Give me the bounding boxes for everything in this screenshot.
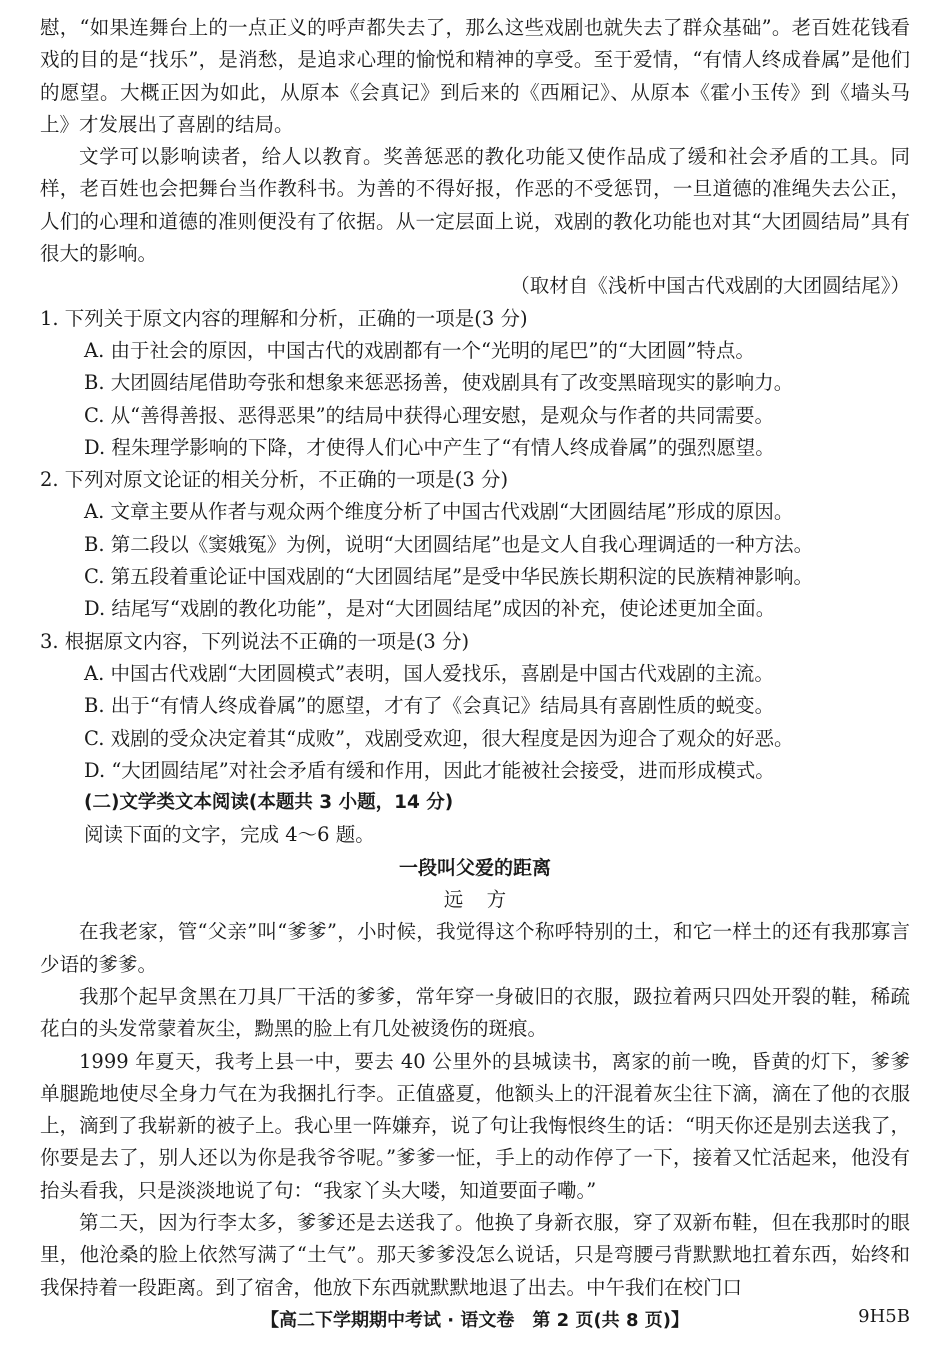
story-paragraph: 1999 年夏天，我考上县一中，要去 40 公里外的县城读书，离家的前一晚，昏黄的灯下，爹爹单腿跪地使尽全身力气在为我捆扎行李。正值盛夏，他额头上的汗混着灰尘往下滴，滴在了他的衣服上，滴到了我崭新的被子上。我心里一阵嫌弃，说了句让我悔恨终生的话：“明天你还是别去送我了，你要是去了，别人还以为你是我爷爷呢。”爹爹一怔，手上的动作停了一下，接着又忙活起来，他没有抬头看我，只是淡淡地说了句：“我家丫头大喽，知道要面子嘞。”: [40, 1049, 910, 1202]
section-heading: (二)文学类文本阅读(本题共 3 小题，14 分): [84, 792, 454, 814]
question-3-option-c: C. 戏剧的受众决定着其“成败”，戏剧受欢迎，很大程度是因为迎合了观众的好恶。: [84, 726, 794, 750]
question-1-option-a: A. 由于社会的原因，中国古代的戏剧都有一个“光明的尾巴”的“大团圆”特点。: [84, 338, 755, 362]
story-paragraph: 我那个起早贪黑在刀具厂干活的爹爹，常年穿一身破旧的衣服，趿拉着两只四处开裂的鞋，稀疏花白的头发常蒙着灰尘，黝黑的脸上有几处被烫伤的斑痕。: [40, 984, 910, 1041]
story-title: 一段叫父爱的距离: [398, 856, 551, 879]
question-1-option-c: C. 从“善得善报、恶得恶果”的结局中获得心理安慰，是观众与作者的共同需要。: [84, 403, 775, 427]
question-2-option-d: D. 结尾写“戏剧的教化功能”，是对“大团圆结尾”成因的补充，使论述更加全面。: [84, 597, 776, 621]
question-2-option-c: C. 第五段着重论证中国戏剧的“大团圆结尾”是受中华民族长期积淀的民族精神影响。: [84, 565, 814, 589]
question-1-option-d: D. 程朱理学影响的下降，才使得人们心中产生了“有情人终成眷属”的强烈愿望。: [84, 435, 775, 459]
question-2-option-b: B. 第二段以《窦娥冤》为例，说明“大团圆结尾”也是文人自我心理调适的一种方法。: [84, 532, 814, 556]
question-3-stem: 3. 根据原文内容，下列说法不正确的一项是(3 分): [40, 629, 470, 653]
question-3-option-b: B. 出于“有情人终成眷属”的愿望，才有了《会真记》结局具有喜剧性质的蜕变。: [84, 694, 775, 718]
passage-source: （取材自《浅析中国古代戏剧的大团圆结尾》）: [510, 274, 910, 298]
question-2-stem: 2. 下列对原文论证的相关分析，不正确的一项是(3 分): [40, 468, 509, 492]
question-1-option-b: B. 大团圆结尾借助夸张和想象来惩恶扬善，使戏剧具有了改变黑暗现实的影响力。: [84, 371, 794, 395]
question-3-option-d: D. “大团圆结尾”对社会矛盾有缓和作用，因此才能被社会接受，进而形成模式。: [84, 758, 775, 782]
question-1-stem: 1. 下列关于原文内容的理解和分析，正确的一项是(3 分): [40, 306, 528, 330]
passage-paragraph: 文学可以影响读者，给人以教育。奖善惩恶的教化功能又使作品成了缓和社会矛盾的工具。同样，老百姓也会把舞台当作教科书。为善的不得好报，作恶的不受惩罚，一旦道德的准绳失去公正，人们的心理和道德的准则便没有了依据。从一定层面上说，戏剧的教化功能也对其“大团圆结局”具有很大的影响。: [40, 145, 910, 266]
story-paragraph: 第二天，因为行李太多，爹爹还是去送我了。他换了身新衣服，穿了双新布鞋，但在我那时的眼里，他沧桑的脸上依然写满了“土气”。那天爹爹没怎么说话，只是弯腰弓背默默地扛着东西，始终和我保持着一段距离。到了宿舍，他放下东西就默默地退了出去。中午我们在校门口: [40, 1210, 910, 1299]
passage-paragraph: 慰，“如果连舞台上的一点正义的呼声都失去了，那么这些戏剧也就失去了群众基础”。老百姓花钱看戏的目的是“找乐”，是消愁，是追求心理的愉悦和精神的享受。至于爱情，“有情人终成眷属”是他们的愿望。大概正因为如此，从原本《会真记》到后来的《西厢记》、从原本《霍小玉传》到《墙头马上》才发展出了喜剧的结局。: [40, 16, 910, 136]
exam-page: [40, 12, 910, 1304]
footer-code: 9H5B: [858, 1306, 910, 1327]
section-instruction: 阅读下面的文字，完成 4～6 题。: [84, 823, 375, 847]
question-3-option-a: A. 中国古代戏剧“大团圆模式”表明，国人爱找乐，喜剧是中国古代戏剧的主流。: [84, 661, 774, 685]
footer-page-info: 【高二下学期期中考试 · 语文卷 第 2 页(共 8 页)】: [261, 1310, 689, 1331]
story-author: 远方: [443, 888, 530, 912]
story-paragraph: 在我老家，管“父亲”叫“爹爹”，小时候，我觉得这个称呼特别的土，和它一样土的还有我那寡言少语的爹爹。: [40, 920, 910, 976]
question-2-option-a: A. 文章主要从作者与观众两个维度分析了中国古代戏剧“大团圆结尾”形成的原因。: [84, 500, 794, 524]
